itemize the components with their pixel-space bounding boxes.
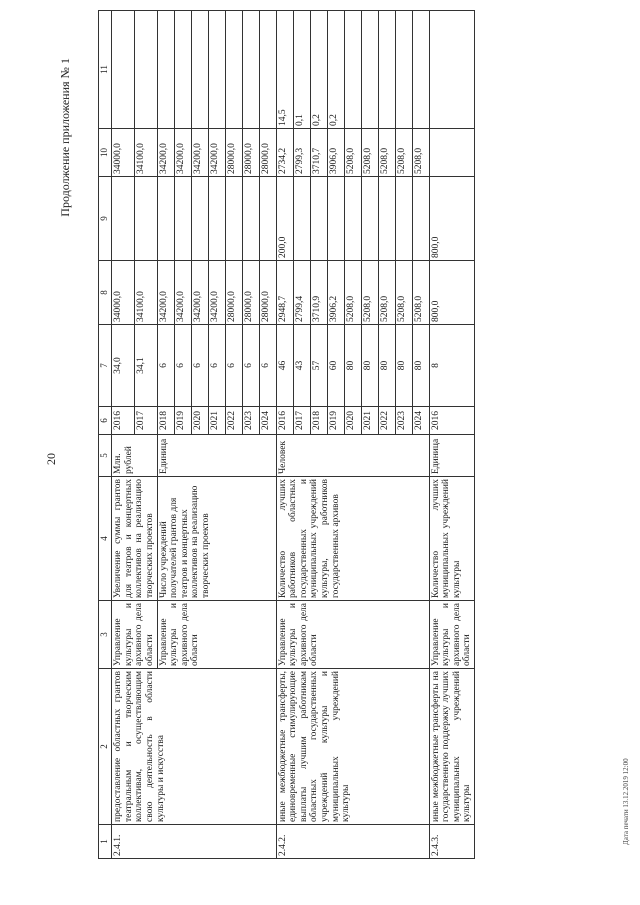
year-cell: 2018 [310, 407, 327, 435]
unit-cell: Млн. рублей [112, 435, 158, 477]
regional-cell: 5208,0 [412, 129, 429, 177]
federal-cell [174, 177, 191, 261]
federal-cell: 800,0 [429, 177, 475, 261]
program-table [98, 10, 475, 859]
indicator-value-cell: 57 [310, 325, 327, 407]
executor-cell: Управление культуры и архивного дела области [276, 601, 429, 669]
total-cell: 28000,0 [225, 261, 242, 325]
regional-cell: 5208,0 [378, 129, 395, 177]
local-cell [157, 11, 174, 129]
indicator-cell: Увеличение суммы грантов для театров и концертных коллективов на реализацию творческих проектов [112, 477, 158, 601]
federal-cell [327, 177, 344, 261]
page-number: 20 [44, 453, 58, 465]
year-cell: 2016 [429, 407, 475, 435]
total-cell: 2948,7 [276, 261, 293, 325]
regional-cell: 5208,0 [344, 129, 361, 177]
total-cell: 5208,0 [395, 261, 412, 325]
local-cell [361, 11, 378, 129]
header-row [99, 11, 112, 859]
total-cell: 34200,0 [174, 261, 191, 325]
table-row [276, 11, 293, 859]
column-header: 11 [99, 11, 112, 129]
item-number: 2.4.1. [112, 825, 277, 859]
executor-cell: Управление культуры и архивного дела области [429, 601, 475, 669]
local-cell [378, 11, 395, 129]
regional-cell: 34000,0 [112, 129, 135, 177]
executor-cell: Управление культуры и архивного дела области [112, 601, 158, 669]
year-cell: 2019 [327, 407, 344, 435]
total-cell: 34200,0 [191, 261, 208, 325]
indicator-cell: Число учреждений получателей грантов для театров и концертных коллективов на реализацию творческих проектов [157, 477, 276, 601]
year-cell: 2017 [293, 407, 310, 435]
year-cell: 2023 [242, 407, 259, 435]
total-cell: 34100,0 [134, 261, 157, 325]
indicator-value-cell: 6 [259, 325, 276, 407]
federal-cell [259, 177, 276, 261]
total-cell: 34200,0 [157, 261, 174, 325]
total-cell: 28000,0 [242, 261, 259, 325]
local-cell [242, 11, 259, 129]
total-cell: 5208,0 [412, 261, 429, 325]
total-cell: 34000,0 [112, 261, 135, 325]
regional-cell: 34200,0 [174, 129, 191, 177]
column-header: 10 [99, 129, 112, 177]
column-header: 7 [99, 325, 112, 407]
federal-cell [134, 177, 157, 261]
local-cell [412, 11, 429, 129]
year-cell: 2024 [259, 407, 276, 435]
indicator-value-cell: 8 [429, 325, 475, 407]
indicator-cell: Количество лучших муниципальных учреждений культуры [429, 477, 475, 601]
local-cell [112, 11, 135, 129]
print-date: Дата печати 13.12.2019 12:00 [622, 758, 630, 845]
activity-cell: иные межбюджетные трансферты на государственную поддержку лучших муниципальных учреждений культуры [429, 669, 475, 825]
indicator-value-cell: 34,0 [112, 325, 135, 407]
local-cell: 0,2 [310, 11, 327, 129]
local-cell [344, 11, 361, 129]
indicator-value-cell: 6 [225, 325, 242, 407]
activity-cell: иные межбюджетные трансферты, единовременные стимулирующие выплаты лучшим работникам областных государственных учреждений культуры и муниципальных учреждений культуры [276, 669, 429, 825]
indicator-value-cell: 6 [242, 325, 259, 407]
federal-cell [242, 177, 259, 261]
federal-cell [395, 177, 412, 261]
year-cell: 2021 [361, 407, 378, 435]
column-header: 6 [99, 407, 112, 435]
local-cell [259, 11, 276, 129]
local-cell [174, 11, 191, 129]
year-cell: 2016 [112, 407, 135, 435]
federal-cell [361, 177, 378, 261]
local-cell: 14,5 [276, 11, 293, 129]
indicator-value-cell: 80 [344, 325, 361, 407]
regional-cell [429, 129, 475, 177]
local-cell [134, 11, 157, 129]
executor-cell: Управление культуры и архивного дела области [157, 601, 276, 669]
regional-cell: 34200,0 [208, 129, 225, 177]
item-number: 2.4.3. [429, 825, 475, 859]
total-cell: 28000,0 [259, 261, 276, 325]
item-number: 2.4.2. [276, 825, 429, 859]
regional-cell: 34100,0 [134, 129, 157, 177]
total-cell: 5208,0 [378, 261, 395, 325]
federal-cell [157, 177, 174, 261]
federal-cell [225, 177, 242, 261]
total-cell: 800,0 [429, 261, 475, 325]
unit-cell: Единица [157, 435, 276, 477]
year-cell: 2018 [157, 407, 174, 435]
year-cell: 2017 [134, 407, 157, 435]
total-cell: 5208,0 [361, 261, 378, 325]
federal-cell [208, 177, 225, 261]
total-cell: 34200,0 [208, 261, 225, 325]
column-header: 2 [99, 669, 112, 825]
activity-cell: предоставление областных грантов театральным и творческим коллективам, осуществляющим свою деятельность в области культуры и искусства [112, 669, 277, 825]
indicator-cell: Количество лучших работников областных государственных и муниципальных учреждений культуры, работников государственных архивов [276, 477, 429, 601]
regional-cell: 5208,0 [361, 129, 378, 177]
column-header: 4 [99, 477, 112, 601]
appendix-label: Продолжение приложения № 1 [58, 58, 72, 217]
regional-cell: 2799,3 [293, 129, 310, 177]
indicator-value-cell: 6 [208, 325, 225, 407]
regional-cell: 5208,0 [395, 129, 412, 177]
total-cell: 5208,0 [344, 261, 361, 325]
indicator-value-cell: 6 [174, 325, 191, 407]
year-cell: 2020 [191, 407, 208, 435]
federal-cell [412, 177, 429, 261]
indicator-value-cell: 80 [412, 325, 429, 407]
regional-cell: 28000,0 [242, 129, 259, 177]
year-cell: 2022 [378, 407, 395, 435]
indicator-value-cell: 60 [327, 325, 344, 407]
indicator-value-cell: 43 [293, 325, 310, 407]
regional-cell: 28000,0 [259, 129, 276, 177]
federal-cell [191, 177, 208, 261]
column-header: 9 [99, 177, 112, 261]
table-row [429, 11, 475, 859]
federal-cell [344, 177, 361, 261]
unit-cell: Человек [276, 435, 429, 477]
year-cell: 2023 [395, 407, 412, 435]
year-cell: 2020 [344, 407, 361, 435]
column-header: 8 [99, 261, 112, 325]
regional-cell: 2734,2 [276, 129, 293, 177]
year-cell: 2019 [174, 407, 191, 435]
federal-cell [293, 177, 310, 261]
total-cell: 3906,2 [327, 261, 344, 325]
local-cell [395, 11, 412, 129]
regional-cell: 3710,7 [310, 129, 327, 177]
federal-cell [112, 177, 135, 261]
unit-cell: Единица [429, 435, 475, 477]
regional-cell: 34200,0 [191, 129, 208, 177]
indicator-value-cell: 80 [361, 325, 378, 407]
year-cell: 2024 [412, 407, 429, 435]
indicator-value-cell: 80 [378, 325, 395, 407]
year-cell: 2021 [208, 407, 225, 435]
regional-cell: 34200,0 [157, 129, 174, 177]
year-cell: 2016 [276, 407, 293, 435]
indicator-value-cell: 46 [276, 325, 293, 407]
indicator-value-cell: 6 [157, 325, 174, 407]
local-cell [208, 11, 225, 129]
column-header: 3 [99, 601, 112, 669]
local-cell: 0,1 [293, 11, 310, 129]
indicator-value-cell: 34,1 [134, 325, 157, 407]
local-cell [191, 11, 208, 129]
table-row [112, 11, 135, 859]
federal-cell [310, 177, 327, 261]
column-header: 1 [99, 825, 112, 859]
column-header: 5 [99, 435, 112, 477]
federal-cell: 200,0 [276, 177, 293, 261]
local-cell [429, 11, 475, 129]
indicator-value-cell: 6 [191, 325, 208, 407]
regional-cell: 3906,0 [327, 129, 344, 177]
federal-cell [378, 177, 395, 261]
total-cell: 2799,4 [293, 261, 310, 325]
regional-cell: 28000,0 [225, 129, 242, 177]
local-cell [225, 11, 242, 129]
indicator-value-cell: 80 [395, 325, 412, 407]
local-cell: 0,2 [327, 11, 344, 129]
year-cell: 2022 [225, 407, 242, 435]
total-cell: 3710,9 [310, 261, 327, 325]
